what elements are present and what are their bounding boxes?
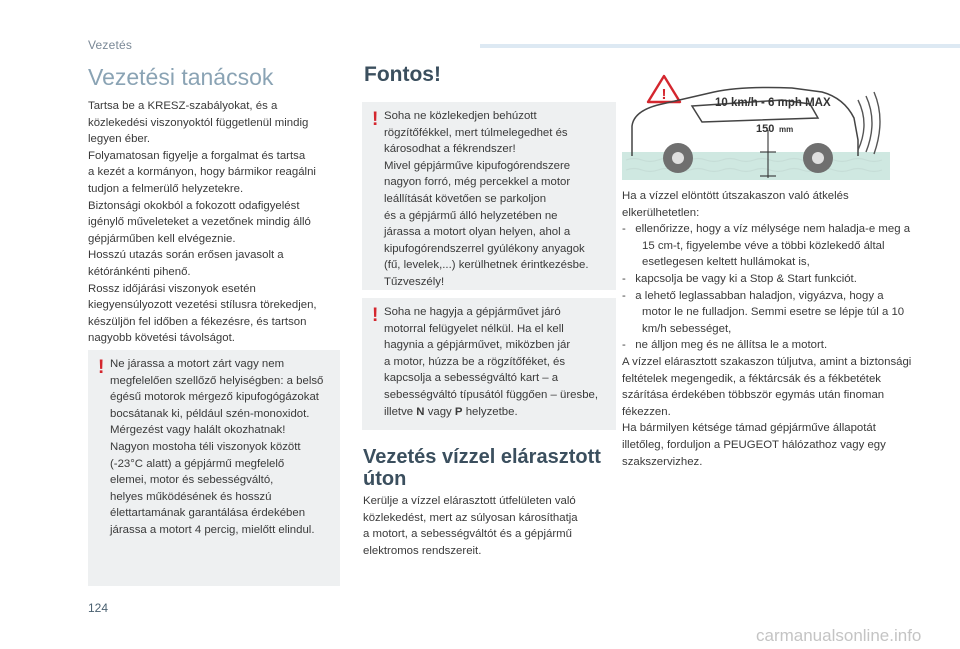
instructions-intro: Ha a vízzel elöntött útszakaszon való átkelés elkerülhetetlen: — [622, 190, 849, 219]
header-bar — [480, 44, 960, 48]
warning-triangle-symbol: ! — [661, 86, 667, 103]
exclamation-icon: ! — [98, 357, 105, 378]
gear-p: P — [454, 405, 463, 418]
warning-text-end: helyzetbe. — [462, 405, 518, 418]
instructions-outro: A vízzel elárasztott szakaszon túljutva, amint a biztonsági feltételek megengedik, a féktárcsák és a fékbetétek szárítása érdekében többször egymás után finoman fékezzen. Ha bármilyen kétsége támad gépjárműve állapotát illetőleg, forduljon a PEUGEOT hálózathoz vagy egy szakszervizhez. — [622, 355, 912, 468]
motion-lines — [858, 92, 880, 154]
driving-advice-text: Tartsa be a KRESZ-szabályokat, és a közlekedési viszonyoktól függetlenül mindig legyen éber. Folyamatosan figyelje a forgalmat és tartsa a kezét a kormányon, hogy bármikor reagálni tudjon a felmerülő helyzetekre. Biztonsági okokból a fokozott odafigyelést igénylő műveleteket a vezetőnek mindig álló gépjárműben kell elvégeznie. Hosszú utazás során erősen javasolt a kétóránkénti pihenő. Rossz időjárási viszonyok esetén kiegyensúlyozott vezetési stílusra törekedjen, készüljön fel időben a fékezésre, és tartson nagyobb követési távolságot. — [88, 100, 317, 345]
watermark: carmanualsonline.info — [756, 626, 922, 645]
flooded-road-illustration — [622, 70, 890, 180]
list-item: - ne álljon meg és ne állítsa le a motort. — [622, 339, 828, 352]
warning-text-mid: vagy — [424, 405, 455, 418]
exclamation-icon: ! — [372, 305, 379, 326]
car-in-water-graphic — [622, 70, 890, 180]
warning-text: Soha ne közlekedjen behúzott rögzítőfékkel, mert túlmelegedhet és károsodhat a fékrendszer! Mivel gépjárműve kipufogórendszere nagyon forró, még percekkel a motor leállítását követően se parkoljon és a gépjármű álló helyzetében ne járassa a motort olyan helyen, ahol a kipufogórendszerrel gyúlékony anyagok (fű, levelek,...) kerülhetnek érintkezésbe. Tűzveszély! — [384, 110, 589, 288]
list-item: - a lehető leglassabban haladjon, vigyázva, hogy a motor le ne fulladjon. Semmi esetre se lépje túl a 10 km/h sebességet, — [622, 289, 905, 335]
warning-text: Ne járassa a motort zárt vagy nem megfelelően szellőző helyiségben: a belső égésű motorok mérgező kipufogógázokat bocsátanak ki, például szén-monoxidot. Mérgezést vagy halált okozhatnak! Nagyon mostoha téli viszonyok között (-23°C alatt) a gépjármű megfelelő elemei, motor és sebességváltó, helyes működésének és hosszú élettartamának garantálása érdekében járassa a motort 4 percig, mielőtt elindul. — [110, 358, 324, 536]
section-heading-flooded-road: Vezetés vízzel elárasztott úton — [363, 446, 601, 490]
warning-box-unattended — [362, 298, 616, 430]
water-area — [622, 152, 890, 180]
page-number: 124 — [88, 601, 109, 615]
warning-triangle-icon — [648, 76, 680, 103]
flooded-road-instructions — [622, 188, 912, 470]
warning-text-start: Soha ne hagyja a gépjárművet járó motorral felügyelet nélkül. Ha el kell hagynia a gépjárművet, miközben jár a motor, húzza be a rögzítőféket, és kapcsolja a sebességváltó kart – a sebességváltó típusától függően – üresbe, illetve — [384, 306, 599, 418]
important-heading: Fontos! — [364, 63, 441, 86]
warning-text — [384, 304, 610, 420]
exclamation-icon: ! — [372, 109, 379, 130]
list-item: - kapcsolja be vagy ki a Stop & Start funkciót. — [622, 272, 857, 285]
depth-value-label: 150 — [756, 123, 775, 135]
speed-limit-label: 10 km/h - 6 mph MAX — [715, 97, 831, 109]
gear-n: N — [416, 405, 425, 418]
list-item: - ellenőrizze, hogy a víz mélysége nem haladja-e meg a 15 cm-t, figyelembe véve a többi közlekedő által esetlegesen keltett hullámokat is, — [622, 223, 911, 269]
depth-unit-label: mm — [779, 125, 794, 134]
flooded-road-text: Kerülje a vízzel elárasztott útfelületen való közlekedést, mert az súlyosan károsíthatja a motort, a sebességváltót és a gépjármű elektromos rendszereit. — [363, 495, 578, 557]
warning-box-exhaust — [88, 350, 340, 586]
page-title: Vezetési tanácsok — [88, 64, 274, 90]
warning-box-parking-brake — [362, 102, 616, 290]
section-header: Vezetés — [88, 38, 133, 52]
